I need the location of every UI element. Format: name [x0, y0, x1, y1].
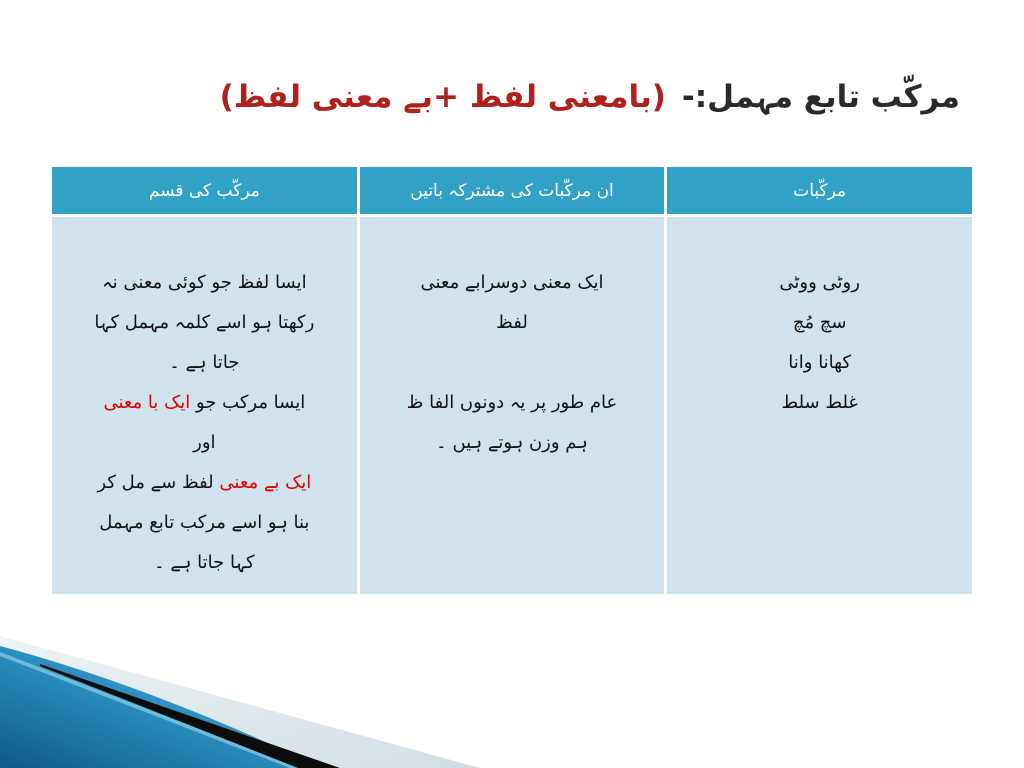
feature-line: ہم وزن ہوتے ہیں ۔ [436, 432, 588, 453]
compound-example: غلط سلط [781, 392, 858, 413]
conjunction-line: اور [193, 432, 216, 453]
cell-compounds [667, 217, 972, 594]
meaningful-word-highlight: ایک با معنی [103, 392, 191, 413]
definition-line: ایسا لفظ جو کوئی معنی نہ [102, 272, 307, 293]
header-compounds: مرکّبات [667, 167, 972, 214]
conclusion-line: کہا جاتا ہے ۔ [154, 552, 255, 573]
slide-title [220, 72, 960, 122]
compound-example: روٹی ووٹی [779, 272, 860, 293]
title-formula: (بامعنی لفظ +بے معنی لفظ) [219, 79, 666, 115]
formed-by-text: ایسا مرکب جو [196, 392, 306, 413]
second-part-text: لفظ سے مل کر [97, 472, 214, 493]
compounds-table [52, 167, 972, 594]
compound-example: کھانا وانا [788, 352, 852, 373]
header-common-features: ان مرکّبات کی مشترکہ باتیں [360, 167, 665, 214]
meaningless-word-highlight: ایک بے معنی [219, 472, 312, 493]
cell-common-features [360, 217, 665, 594]
conclusion-line: بنا ہو اسے مرکب تابع مہمل [99, 512, 310, 533]
definition-line: جاتا ہے ۔ [169, 352, 240, 373]
feature-paragraph [360, 263, 665, 343]
second-part-line [52, 463, 357, 503]
definition-line: رکھتا ہو اسے کلمہ مہمل کہا [94, 312, 315, 333]
compound-example: سچ مُچ [792, 312, 847, 333]
feature-line: لفظ [496, 312, 528, 333]
feature-line: ایک معنی دوسرابے معنی [420, 272, 604, 293]
decorative-swoosh [0, 628, 480, 768]
feature-line: عام طور پر یہ دونوں الفا ظ [406, 392, 618, 413]
formed-by-line [52, 383, 357, 423]
header-compound-type: مرکّب کی قسم [52, 167, 357, 214]
title-main: مرکّب تابع مہمل:- [681, 79, 960, 115]
feature-paragraph [360, 383, 665, 463]
cell-compound-type [52, 217, 357, 594]
